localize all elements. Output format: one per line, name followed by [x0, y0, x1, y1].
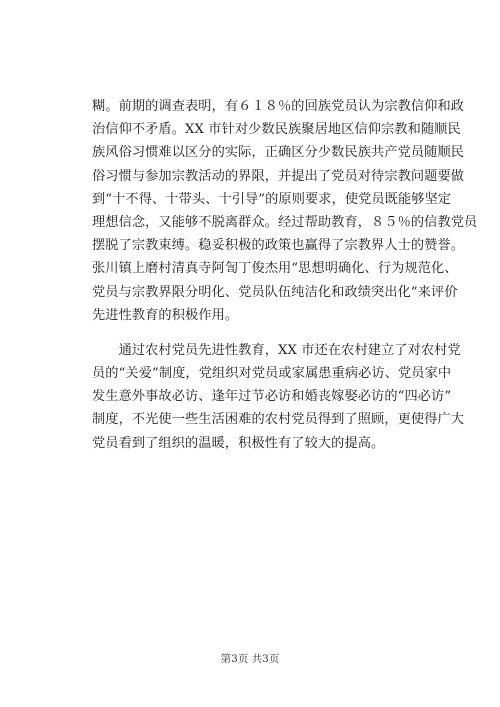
text-line: 族风俗习惯难以区分的实际，正确区分少数民族共产党员随顺民: [92, 145, 465, 161]
text-line: 理想信念，又能够不脱离群众。经过帮助教育，８５％的信教党员: [92, 214, 478, 230]
text-line: 发生意外事故必访、逢年过节必访和婚丧嫁娶必访的“四必访”: [92, 389, 452, 405]
text-line: 俗习惯与参加宗教活动的界限，并提出了党员对待宗教问题要做: [92, 168, 465, 184]
text-line: 制度，不光使一些生活困难的农村党员得到了照顾，更使得广大: [92, 412, 465, 428]
text-line: 党员看到了组织的温暖，积极性有了较大的提高。: [92, 435, 385, 451]
page-number-label: 第3页 共3页: [220, 653, 280, 665]
page-footer: [0, 651, 500, 666]
paragraph-2: [92, 339, 465, 455]
text-line: 摆脱了宗教束缚。稳妥积极的政策也赢得了宗教界人士的赞誉。: [92, 238, 465, 254]
paragraph-gap: [92, 327, 414, 339]
text-line: 糊。前期的调查表明，有６１８％的回族党员认为宗教信仰和政: [92, 99, 465, 114]
text-line: 治信仰不矛盾。XX 市针对少数民族聚居地区信仰宗教和随顺民: [92, 122, 461, 138]
text-line: 党员与宗教界限分明化、党员队伍纯洁化和政绩突出化”来评价: [92, 284, 458, 300]
text-line: 张川镇上磨村清真寺阿訇丁俊杰用“思想明确化、行为规范化、: [92, 261, 458, 277]
body-text: [92, 95, 478, 455]
paragraph-1: [92, 95, 478, 327]
text-line: 先进性教育的积极作用。: [92, 307, 239, 323]
text-line: 通过农村党员先进性教育，XX 市还在农村建立了对农村党: [92, 342, 461, 358]
text-line: 员的“关爱”制度，党组织对党员或家属患重病必访、党员家中: [92, 366, 452, 382]
text-line: 到“十不得、十带头、十引导”的原则要求，使党员既能够坚定: [92, 191, 452, 207]
